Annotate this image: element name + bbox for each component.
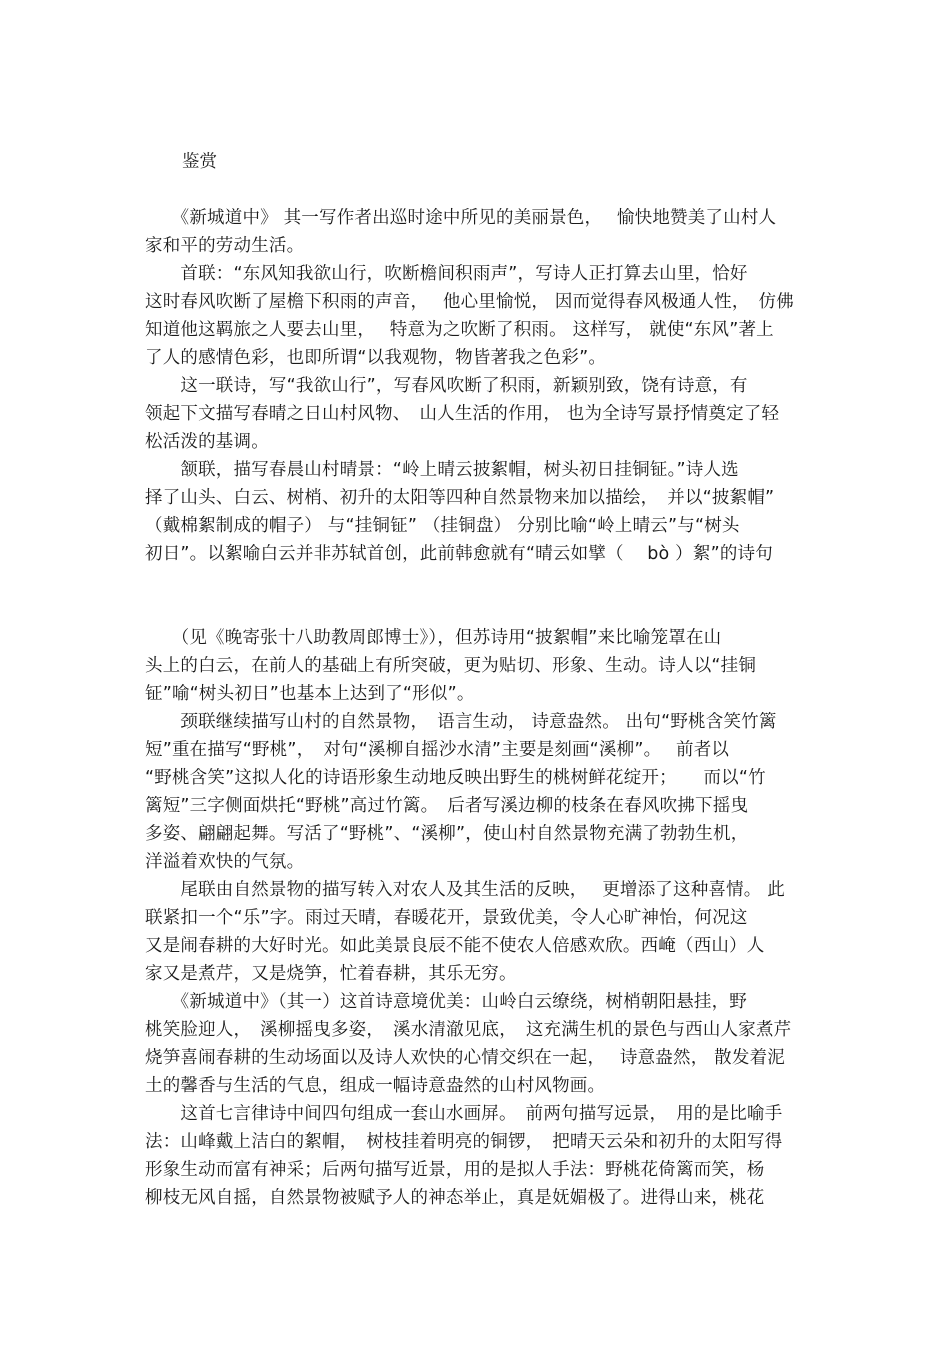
text-line: 这一联诗，写“我欲山行”，写春风吹断了积雨，新颖别致，饶有诗意，有 [145, 376, 748, 396]
text-line: 钲”喻“树头初日”也基本上达到了“形似”。 [145, 684, 475, 704]
text-line: 法：山峰戴上洁白的絮帽， 树枝挂着明亮的铜锣， 把晴天云朵和初升的太阳写得 [145, 1132, 783, 1152]
text-line: 松活泼的基调。 [145, 432, 269, 452]
text-line: 桃笑脸迎人， 溪柳摇曳多姿， 溪水清澈见底， 这充满生机的景色与西山人家煮芹 [145, 1020, 792, 1040]
text-line: 知道他这羁旅之人要去山里， 特意为之吹断了积雨。 这样写， 就使“东风”著上 [145, 320, 774, 340]
text-line: 短”重在描写“野桃”， 对句“溪柳自摇沙水清”主要是刻画“溪柳”。 前者以 [145, 740, 730, 760]
text-line: 颔联，描写春晨山村晴景：“岭上晴云披絮帽，树头初日挂铜钲。”诗人选 [145, 460, 739, 480]
text-line: 颈联继续描写山村的自然景物， 语言生动， 诗意盎然。 出句“野桃含笑竹篱 [145, 712, 777, 732]
text-line: 《新城道中》（其一）这首诗意境优美：山岭白云缭绕，树梢朝阳悬挂，野 [145, 992, 747, 1012]
text-line: 形象生动而富有神采；后两句描写近景，用的是拟人手法：野桃花倚篱而笑，杨 [145, 1160, 765, 1180]
text-line: 多姿、翩翩起舞。写活了“野桃”、“溪柳”，使山村自然景物充满了勃勃生机， [145, 824, 749, 844]
text-line: 这时春风吹断了屋檐下积雨的声音， 他心里愉悦， 因而觉得春风极通人性， 仿佛 [145, 292, 794, 312]
text-line: 洋溢着欢快的气氛。 [145, 852, 305, 872]
text-line: 《新城道中》 其一写作者出巡时途中所见的美丽景色， 愉快地赞美了山村人 [145, 208, 777, 228]
text-line: 了人的感情色彩，也即所谓“以我观物，物皆著我之色彩”。 [145, 348, 607, 368]
text-line: 联紧扣一个“乐”字。雨过天晴，春暖花开，景致优美，令人心旷神怡，何况这 [145, 908, 748, 928]
text-line: 家又是煮芹，又是烧笋，忙着春耕，其乐无穷。 [145, 964, 517, 984]
text-line: 烧笋喜闹春耕的生动场面以及诗人欢快的心情交织在一起， 诗意盎然， 散发着泥 [145, 1048, 785, 1068]
text-line: 首联：“东风知我欲山行，吹断檐间积雨声”，写诗人正打算去山里，恰好 [145, 264, 748, 284]
text-line: 头上的白云，在前人的基础上有所突破，更为贴切、形象、生动。诗人以“挂铜 [145, 656, 757, 676]
text-line: 初日”。以絮喻白云并非苏轼首创，此前韩愈就有“晴云如擘（ bò ）絮”的诗句 [145, 544, 773, 564]
text-line: 家和平的劳动生活。 [145, 236, 305, 256]
text-line: 土的馨香与生活的气息，组成一幅诗意盎然的山村风物画。 [145, 1076, 606, 1096]
text-line: “野桃含笑”这拟人化的诗语形象生动地反映出野生的桃树鲜花绽开； 而以“竹 [145, 768, 766, 788]
section-heading: 鉴赏 [182, 152, 217, 172]
text-line: 篱短”三字侧面烘托“野桃”高过竹篱。 后者写溪边柳的枝条在春风吹拂下摇曳 [145, 796, 749, 816]
text-line: （戴棉絮制成的帽子） 与“挂铜钲” （挂铜盘） 分别比喻“岭上晴云”与“树头 [145, 516, 740, 536]
text-line: 择了山头、白云、树梢、初升的太阳等四种自然景物来加以描绘， 并以“披絮帽” [145, 488, 775, 508]
text-line: （见《晚寄张十八助教周郎博士》），但苏诗用“披絮帽”来比喻笼罩在山 [145, 628, 722, 648]
text-line: 这首七言律诗中间四句组成一套山水画屏。 前两句描写远景， 用的是比喻手 [145, 1104, 783, 1124]
text-line: 又是闹春耕的大好时光。如此美景良辰不能不使农人倍感欢欣。西崦（西山）人 [145, 936, 765, 956]
text-line: 柳枝无风自摇，自然景物被赋予人的神态举止，真是妩媚极了。进得山来，桃花 [145, 1188, 765, 1208]
text-line: 领起下文描写春晴之日山村风物、 山人生活的作用， 也为全诗写景抒情奠定了轻 [145, 404, 780, 424]
text-line: 尾联由自然景物的描写转入对农人及其生活的反映， 更增添了这种喜情。 此 [145, 880, 785, 900]
